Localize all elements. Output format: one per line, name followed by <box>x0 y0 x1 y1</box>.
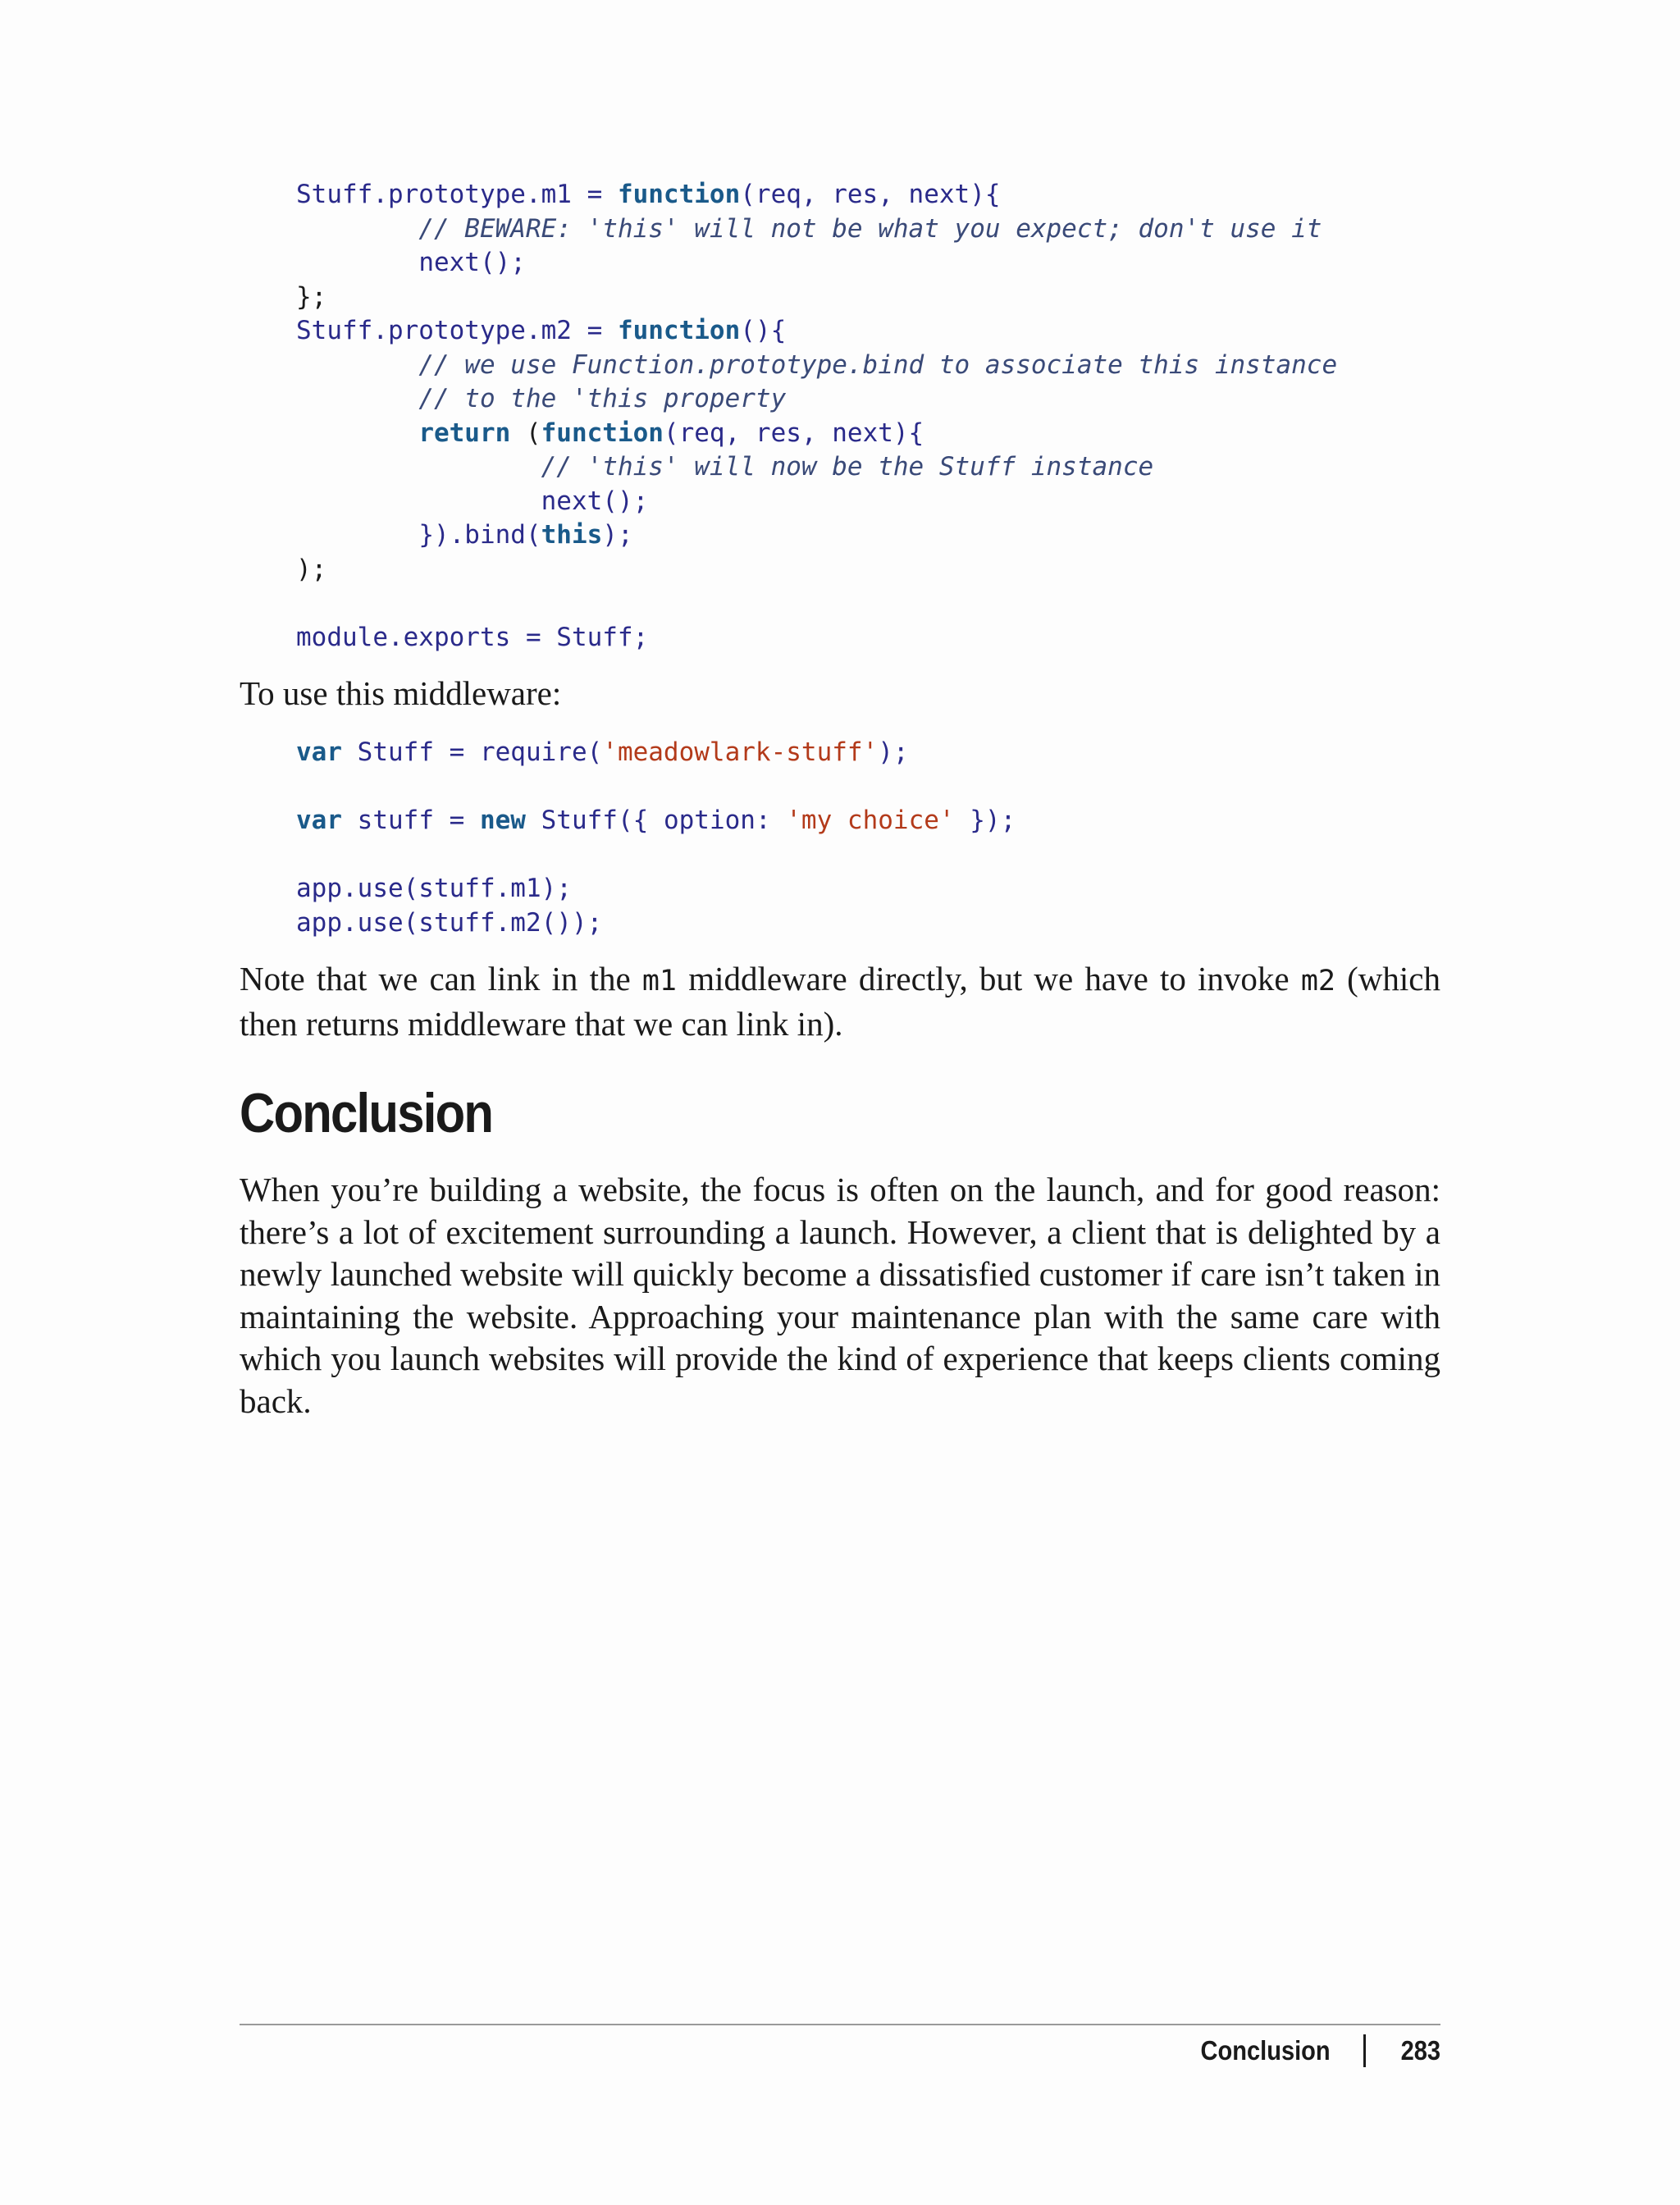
code-line: Stuff.prototype.m1 = function(req, res, next){ <box>296 180 1001 209</box>
footer-separator <box>1363 2034 1366 2067</box>
code-line: module.exports = Stuff; <box>296 622 649 652</box>
code-line: // to the 'this property <box>418 384 787 413</box>
intro-paragraph: To use this middleware: <box>240 674 562 712</box>
code-line: }).bind(this); <box>418 520 633 550</box>
conclusion-paragraph: When you’re building a website, the focus is often on the launch, and for good reason: there’s a lot of excitement surrounding a launch. However, a client that is delighted by a newly launched website will quickly become a dissatisfied customer if care isn’t taken in maintaining the website. Approaching your maintenance plan with the same care with which you launch websites will provide the kind of experience that keeps clients coming back. <box>240 1171 1440 1420</box>
code-line: var Stuff = require('meadowlark-stuff'); <box>296 737 909 767</box>
code-line: // 'this' will now be the Stuff instance <box>541 452 1154 482</box>
footer-section-title: Conclusion <box>1200 2035 1331 2066</box>
inline-code-m1: m1 <box>641 965 678 998</box>
code-line: return (function(req, res, next){ <box>418 418 924 448</box>
code-line: }; <box>296 281 327 312</box>
code-line: var stuff = new Stuff({ option: 'my choice' }); <box>296 806 1016 835</box>
code-line <box>296 587 1337 621</box>
page-number: 283 <box>1400 2035 1440 2066</box>
code-line: Stuff.prototype.m2 = function(){ <box>296 316 787 345</box>
inline-code-m2: m2 <box>1300 965 1335 998</box>
code-line: app.use(stuff.m1); <box>296 874 572 903</box>
page-footer <box>1183 2033 1440 2069</box>
code-line: next(); <box>541 486 649 516</box>
code-line <box>296 838 1016 873</box>
code-line: next(); <box>418 248 526 277</box>
code-block-middleware-usage <box>296 736 1016 940</box>
note-paragraph: Note that we can link in the m1 middleware directly, but we have to invoke m2 (which then returns middleware that we can link in). <box>240 960 1440 1043</box>
code-line: ); <box>296 554 327 584</box>
code-line: // BEWARE: 'this' will not be what you expect; don't use it <box>418 213 1322 244</box>
code-line: // we use Function.prototype.bind to associate this instance <box>418 349 1338 380</box>
footer-divider <box>240 2024 1440 2025</box>
code-line: app.use(stuff.m2()); <box>296 907 603 938</box>
code-line <box>296 770 1016 805</box>
code-block-middleware-definition <box>296 178 1337 655</box>
section-heading: Conclusion <box>240 1082 493 1144</box>
